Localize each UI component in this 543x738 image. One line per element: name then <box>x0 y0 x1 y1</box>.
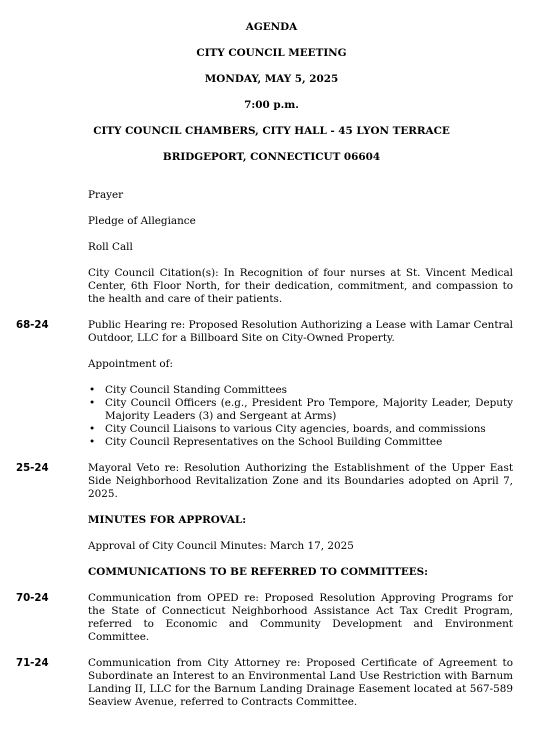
minutes-heading: MINUTES FOR APPROVAL: <box>88 514 247 526</box>
appointment-text: City Council Standing Committees <box>105 384 287 396</box>
bullet-icon: • <box>89 436 96 448</box>
roll-call-item: Roll Call <box>88 241 133 253</box>
item-number-70-24: 70-24 <box>16 593 49 604</box>
pledge-item: Pledge of Allegiance <box>88 215 196 227</box>
appointment-list <box>88 384 513 449</box>
appointment-text: City Council Representatives on the School Building Committee <box>105 436 443 448</box>
meeting-city: BRIDGEPORT, CONNECTICUT 06604 <box>162 151 381 163</box>
appointment-list-item <box>88 384 513 397</box>
item-number-71-24: 71-24 <box>16 658 49 669</box>
appointment-text: City Council Liaisons to various City agencies, boards, and commissions <box>105 423 486 435</box>
item-number-25-24: 25-24 <box>16 463 49 474</box>
item-text-70-24: Communication from OPED re: Proposed Resolution Approving Programs for the State of Connecticut Neighborhood Assistance Act Tax Credit Program, referred to Economic and Community Development and Environment Committee. <box>88 592 513 643</box>
item-number-68-24: 68-24 <box>16 320 49 331</box>
bullet-icon: • <box>89 397 96 409</box>
appointment-text: City Council Officers (e.g., President Pro Tempore, Majority Leader, Deputy Majority Leaders (3) and Sergeant at Arms) <box>105 397 513 422</box>
item-text-71-24: Communication from City Attorney re: Proposed Certificate of Agreement to Subordinate an Interest to an Environmental Land Use Restriction with Barnum Landing II, LLC for the Barnum Landing Drainage Easement located at 567-589 Seaview Avenue, referred to Contracts Committee. <box>88 657 513 708</box>
appointment-list-item <box>88 436 513 449</box>
communications-heading: COMMUNICATIONS TO BE REFERRED TO COMMITTEES: <box>88 566 429 578</box>
bullet-icon: • <box>89 384 96 396</box>
prayer-item: Prayer <box>88 189 124 201</box>
meeting-time: 7:00 p.m. <box>244 99 299 111</box>
citation-item: City Council Citation(s): In Recognition of four nurses at St. Vincent Medical Center, 6th Floor North, for their dedication, commitment, and compassion to the health and care of their patients. <box>88 267 513 305</box>
minutes-text: Approval of City Council Minutes: March 17, 2025 <box>88 540 354 552</box>
meeting-date: MONDAY, MAY 5, 2025 <box>204 73 339 85</box>
item-text-68-24: Public Hearing re: Proposed Resolution Authorizing a Lease with Lamar Central Outdoor, LLC for a Billboard Site on City-Owned Property. <box>88 319 513 344</box>
item-text-25-24: Mayoral Veto re: Resolution Authorizing the Establishment of the Upper East Side Neighborhood Revitalization Zone and its Boundaries adopted on April 7, 2025. <box>88 462 513 500</box>
appointment-intro: Appointment of: <box>88 358 174 370</box>
meeting-name: CITY COUNCIL MEETING <box>196 47 347 59</box>
bullet-icon: • <box>89 423 96 435</box>
appointment-list-item <box>88 423 513 436</box>
appointment-list-item <box>88 397 513 423</box>
meeting-location: CITY COUNCIL CHAMBERS, CITY HALL - 45 LYON TERRACE <box>93 125 450 137</box>
agenda-title: AGENDA <box>245 21 298 33</box>
